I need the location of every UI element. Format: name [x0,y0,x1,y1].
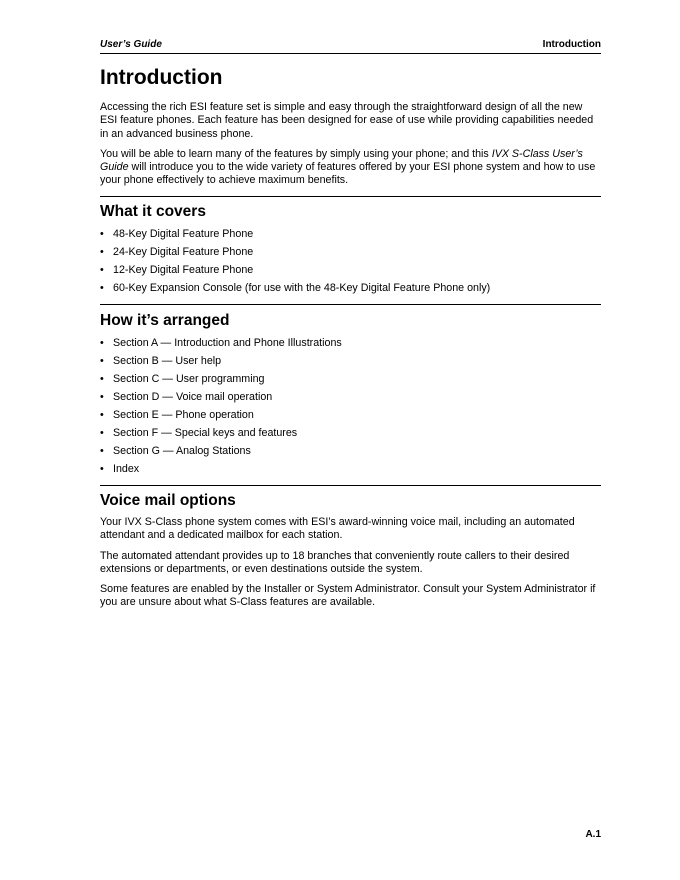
arranged-list [100,334,601,478]
bullet-icon: • [100,391,104,403]
voicemail-paragraph: The automated attendant provides up to 18 branches that conveniently route callers to their desired extensions or departments, or even destinations outside the system. [100,549,570,575]
guide-title-reference: IVX S-Class User’s Guide [100,147,583,174]
list-item-text: Section G — Analog Stations [113,445,251,457]
list-item [100,406,601,424]
list-item-text: Section B — User help [113,355,222,367]
intro-paragraph-2-start: You will be able to learn many of the features by simply using your phone; and this [100,147,492,160]
section-divider [100,485,601,486]
page-title: Introduction [100,66,223,89]
list-item-text: 48-Key Digital Feature Phone [113,228,254,240]
intro-section [100,101,601,195]
voicemail-heading: Voice mail options [100,492,236,509]
list-item-text: Index [113,463,140,475]
list-item-text: Section F — Special keys and features [113,427,298,439]
intro-paragraph-2 [100,148,601,188]
list-item [100,225,601,243]
list-item-text: Section D — Voice mail operation [113,391,273,403]
voicemail-paragraph: Your IVX S-Class phone system comes with ESI’s award-winning voice mail, including an automated attendant and a dedicated mailbox for each station. [100,516,575,542]
covers-list [100,225,601,297]
arranged-section [100,304,601,478]
list-item [100,352,601,370]
list-item [100,388,601,406]
list-item [100,424,601,442]
bullet-icon: • [100,282,104,294]
section-divider [100,196,601,197]
running-header [100,39,601,54]
list-item-text: Section C — User programming [113,373,265,385]
list-item [100,460,601,478]
page-number: A.1 [585,829,601,840]
list-item [100,279,601,297]
covers-section [100,196,601,297]
list-item [100,442,601,460]
list-item-text: 24-Key Digital Feature Phone [113,246,254,258]
bullet-icon: • [100,264,104,276]
section-divider [100,304,601,305]
header-chapter-title: Introduction [542,39,601,50]
list-item [100,261,601,279]
bullet-icon: • [100,463,104,475]
arranged-heading: How it’s arranged [100,312,230,329]
list-item [100,243,601,261]
list-item-text: Section E — Phone operation [113,409,254,421]
bullet-icon: • [100,427,104,439]
list-item [100,334,601,352]
bullet-icon: • [100,373,104,385]
bullet-icon: • [100,337,104,349]
voicemail-section [100,485,601,617]
bullet-icon: • [100,409,104,421]
list-item-text: 12-Key Digital Feature Phone [113,264,254,276]
intro-paragraph-2-end: will introduce you to the wide variety of features offered by your ESI phone system and how to use your phone effectively to achieve maximum benefits. [100,161,596,187]
list-item-text: Section A — Introduction and Phone Illustrations [113,337,342,349]
voicemail-paragraph: Some features are enabled by the Installer or System Administrator. Consult your System Administrator if you are unsure about what S-Class features are available. [100,583,596,609]
bullet-icon: • [100,355,104,367]
list-item-text: 60-Key Expansion Console (for use with the 48-Key Digital Feature Phone only) [113,282,491,294]
bullet-icon: • [100,445,104,457]
header-guide-title: User’s Guide [100,39,162,50]
bullet-icon: • [100,246,104,258]
covers-heading: What it covers [100,203,206,220]
list-item [100,370,601,388]
intro-paragraph-1: Accessing the rich ESI feature set is simple and easy through the straightforward design of all the new ESI feature phones. Each feature has been designed for ease of use while providing capabilities needed in an advanced business phone. [100,101,594,140]
bullet-icon: • [100,228,104,240]
